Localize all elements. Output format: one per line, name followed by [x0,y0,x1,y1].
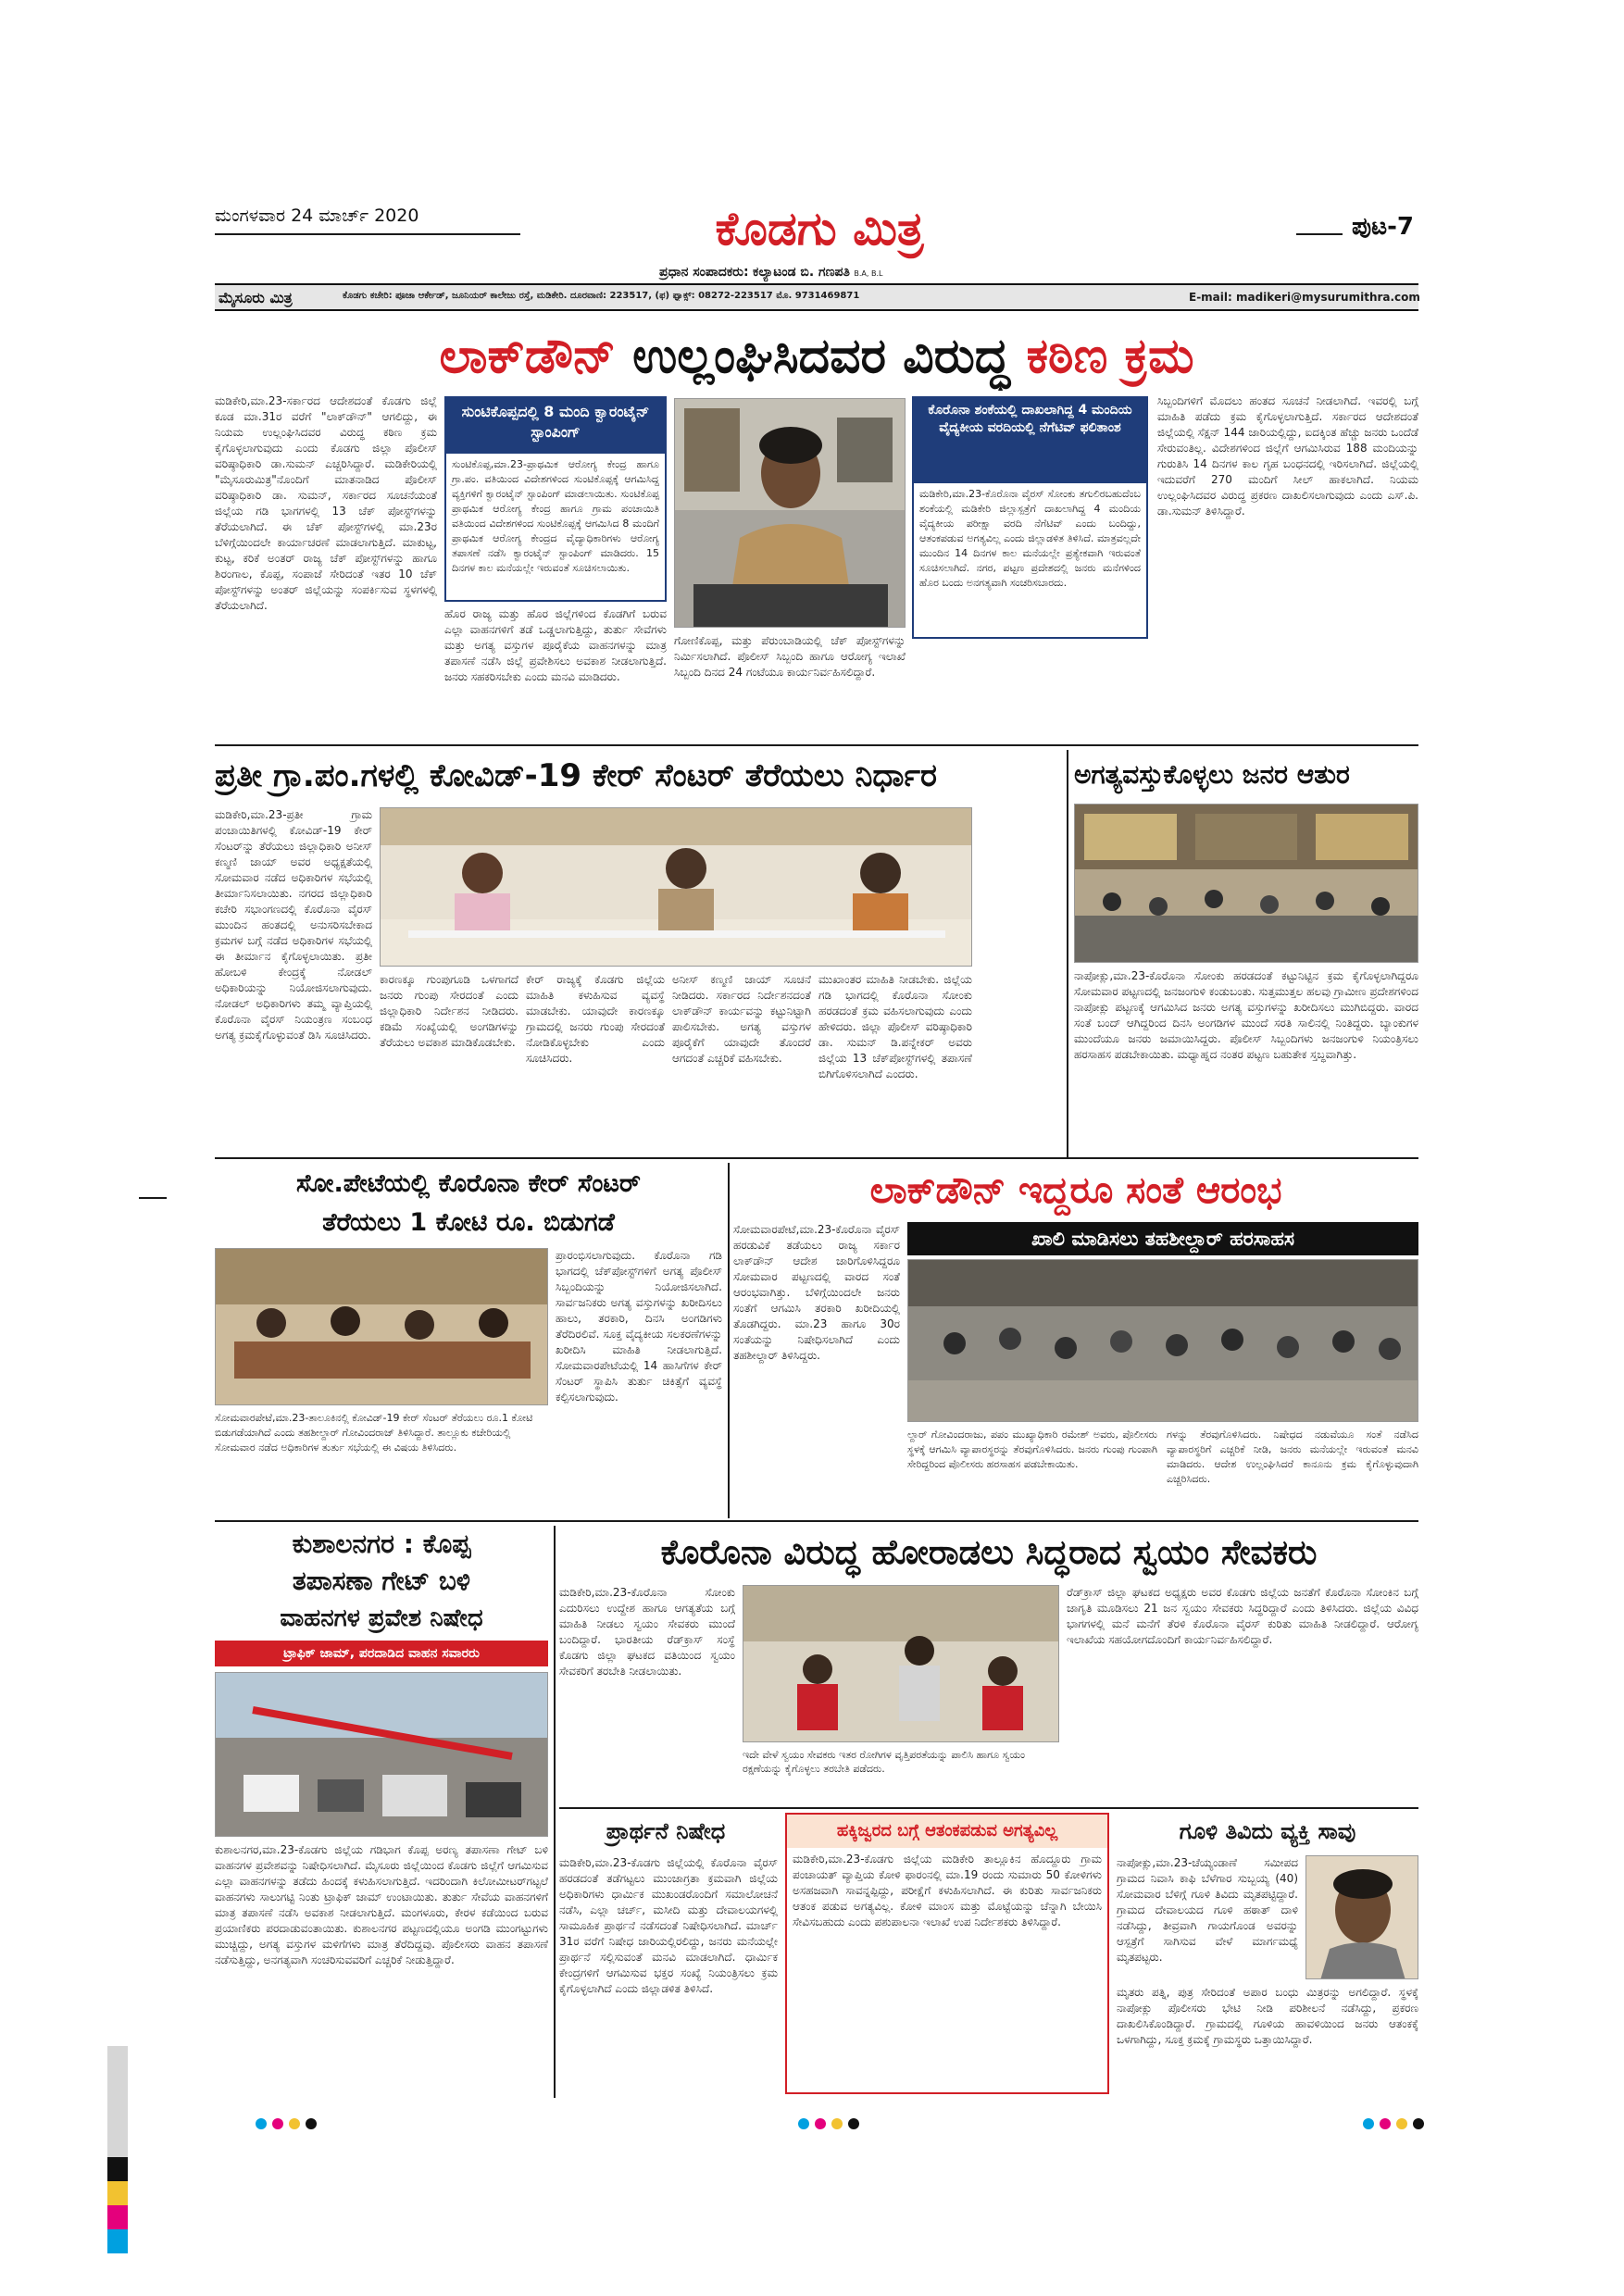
crore-headline-line-1: ಸೋ.ಪೇಟೆಯಲ್ಲಿ ಕೊರೊನಾ ಕೇರ್ ಸೆಂಟರ್ [296,1169,641,1198]
lead-headline [215,322,1418,391]
editor-label: ಪ್ರಧಾನ ಸಂಪಾದಕರು: [659,265,749,280]
negative-report-text: ಮಡಿಕೇರಿ,ಮಾ.23-ಕೊರೊನಾ ವೈರಸ್ ಸೋಂಕು ತಗುಲಿರಬಹುದೆಂಬ ಶಂಕೆಯಲ್ಲಿ ಮಡಿಕೇರಿ ಜಿಲ್ಲಾಸ್ಪತ್ರೆಗೆ ದಾಖಲಾಗಿದ್ದ 4 ಮಂದಿಯ ವೈದ್ಯಕೀಯ ಪರೀಕ್ಷಾ ವರದಿ ನೆಗೆಟಿವ್ ಎಂದು ಬಂದಿದ್ದು, ಆತಂಕಪಡುವ ಅಗತ್ಯವಿಲ್ಲ ಎಂದು ಜಿಲ್ಲಾಡಳಿತ ತಿಳಿಸಿದೆ. ಮಾತ್ರವಲ್ಲದೇ ಮುಂದಿನ 14 ದಿನಗಳ ಕಾಲ ಮನೆಯಲ್ಲೇ ಪ್ರತ್ಯೇಕವಾಗಿ ಇರುವಂತೆ ಸೂಚಿಸಲಾಗಿದೆ. ನಗರ, ಪಟ್ಟಣ ಪ್ರದೇಶದಲ್ಲಿ ಜನರು ಮನೆಗಳಿಂದ ಹೊರ ಬಂದು ಅನಗತ್ಯವಾಗಿ ಸಂಚರಿಸಬಾರದು. [919,488,1141,589]
taluk-meeting-illustration [216,1249,548,1405]
bull-attack-text-top: ನಾಪೋಕ್ಲು,ಮಾ.23-ಚೆಯ್ಯಂಡಾಣೆ ಸಮೀಪದ ಗ್ರಾಮದ ನಿವಾಸಿ ಕಾಫಿ ಬೆಳೆಗಾರ ಸುಬ್ಬಯ್ಯ (40) ಸೋಮವಾರ ಬೆಳಿಗ್ಗೆ ಗೂಳಿ ತಿವಿದು ಮೃತಪಟ್ಟಿದ್ದಾರೆ. ಗ್ರಾಮದ ದೇವಾಲಯದ ಗೂಳಿ ಹಠಾತ್ ದಾಳಿ ನಡೆಸಿದ್ದು, ತೀವ್ರವಾಗಿ ಗಾಯಗೊಂಡ ಅವರನ್ನು ಆಸ್ಪತ್ರೆಗೆ ಸಾಗಿಸುವ ವೇಳೆ ಮಾರ್ಗಮಧ್ಯೆ ಮೃತಪಟ್ಟರು. [1117,1856,1298,1964]
bird-flu-text: ಮಡಿಕೇರಿ,ಮಾ.23-ಕೊಡಗು ಜಿಲ್ಲೆಯ ಮಡಿಕೇರಿ ತಾಲ್ಲೂಕಿನ ಹೊದ್ದೂರು ಗ್ರಾಮ ಪಂಚಾಯತ್ ವ್ಯಾಪ್ತಿಯ ಕೋಳಿ ಫಾರಂನಲ್ಲಿ ಮಾ.19 ರಂದು ಸುಮಾರು 50 ಕೋಳಿಗಳು ಅಸಹಜವಾಗಿ ಸಾವನ್ನಪ್ಪಿದ್ದು, ಪರೀಕ್ಷೆಗೆ ಕಳುಹಿಸಲಾಗಿದೆ. ಈ ಕುರಿತು ಸಾರ್ವಜನಿಕರು ಆತಂಕ ಪಡುವ ಅಗತ್ಯವಿಲ್ಲ. ಕೋಳಿ ಮಾಂಸ ಮತ್ತು ಮೊಟ್ಟೆಯನ್ನು ಚೆನ್ನಾಗಿ ಬೇಯಿಸಿ ಸೇವಿಸಬಹುದು ಎಂದು ಪಶುಪಾಲನಾ ಇಲಾಖೆ ಉಪ ನಿರ್ದೇಶಕರು ತಿಳಿಸಿದ್ದಾರೆ. [793,1853,1102,1928]
care-center-col-1: ಮಡಿಕೇರಿ,ಮಾ.23-ಪ್ರತೀ ಗ್ರಾಮ ಪಂಚಾಯಿತಿಗಳಲ್ಲಿ ಕೋವಿಡ್-19 ಕೇರ್ ಸೆಂಟರ್‌ನ್ನು ತೆರೆಯಲು ಜಿಲ್ಲಾಧಿಕಾರಿ ಅನೀಸ್ ಕಣ್ಮಣಿ ಜಾಯ್ ಅವರ ಅಧ್ಯಕ್ಷತೆಯಲ್ಲಿ ಸೋಮವಾರ ನಡೆದ ಅಧಿಕಾರಿಗಳ ಸಭೆಯಲ್ಲಿ ತೀರ್ಮಾನಿಸಲಾಯಿತು. ನಗರದ ಜಿಲ್ಲಾಧಿಕಾರಿ ಕಚೇರಿ ಸಭಾಂಗಣದಲ್ಲಿ ಕೊರೊನಾ ವೈರಸ್ ಮುಂದಿನ ಹಂತದಲ್ಲಿ ಅನುಸರಿಸಬೇಕಾದ ಕ್ರಮಗಳ ಬಗ್ಗೆ ನಡೆದ ಅಧಿಕಾರಿಗಳ ಸಭೆಯಲ್ಲಿ ಈ ತೀರ್ಮಾನ ಕೈಗೊಳ್ಳಲಾಯಿತು. ಪ್ರತೀ ಹೋಬಳಿ ಕೇಂದ್ರಕ್ಕೆ ನೋಡಲ್ ಅಧಿಕಾರಿಯನ್ನು ನಿಯೋಜಿಸಲಾಗುವುದು. ನೋಡಲ್ ಅಧಿಕಾರಿಗಳು ತಮ್ಮ ವ್ಯಾಪ್ತಿಯಲ್ಲಿ ಕೊರೊನಾ ವೈರಸ್ ನಿಯಂತ್ರಣ ಸಂಬಂಧ ಅಗತ್ಯ ಕ್ರಮಕೈಗೊಳ್ಳುವಂತೆ ಡಿಸಿ ಸೂಚಿಸಿದರು. [215,808,372,1042]
santhe-caption-right: ಗಳನ್ನು ತೆರವುಗೊಳಿಸಿದರು. ನಿಷೇಧದ ನಡುವೆಯೂ ಸಂತೆ ನಡೆಸಿದ ವ್ಯಾಪಾರಸ್ಥರಿಗೆ ಎಚ್ಚರಿಕೆ ನೀಡಿ, ಜನರು ಮನೆಯಲ್ಲೇ ಇರುವಂತೆ ಮನವಿ ಮಾಡಿದರು. ಆದೇಶ ಉಲ್ಲಂಘಿಸಿದರೆ ಕಾನೂನು ಕ್ರಮ ಕೈಗೊಳ್ಳುವುದಾಗಿ ಎಚ್ಚರಿಸಿದರು. [1167,1429,1418,1485]
negative-report-title: ಕೊರೊನಾ ಶಂಕೆಯಲ್ಲಿ ದಾಖಲಾಗಿದ್ದ 4 ಮಂದಿಯ ವೈದ್ಯಕೀಯ ವರದಿಯಲ್ಲಿ ನೆಗೆಟಿವ್ ಫಲಿತಾಂಶ [914,398,1146,483]
crore-col-2: ಪ್ರಾರಂಭಿಸಲಾಗುವುದು. ಕೊರೊನಾ ಗಡಿ ಭಾಗದಲ್ಲಿ ಚೆಕ್‌ಪೋಸ್ಟ್‌ಗಳಿಗೆ ಅಗತ್ಯ ಪೊಲೀಸ್ ಸಿಬ್ಬಂದಿಯನ್ನು ನಿಯೋಜಿಸಲಾಗಿದೆ. ಸಾರ್ವಜನಿಕರು ಅಗತ್ಯ ವಸ್ತುಗಳನ್ನು ಖರೀದಿಸಲು ಹಾಲು, ತರಕಾರಿ, ದಿನಸಿ ಅಂಗಡಿಗಳು ತೆರೆದಿರಲಿವೆ. ಸೂಕ್ತ ವೈದ್ಯಕೀಯ ಸಲಕರಣೆಗಳನ್ನು ಖರೀದಿಸಿ ಮಾಹಿತಿ ನೀಡಲಾಗುತ್ತಿದೆ. ಸೋಮವಾರಪೇಟೆಯಲ್ಲಿ 14 ಹಾಸಿಗೆಗಳ ಕೇರ್ ಸೆಂಟರ್ ಸ್ಥಾಪಿಸಿ ತುರ್ತು ಚಿಕಿತ್ಸೆಗೆ ವ್ಯವಸ್ಥೆ ಕಲ್ಪಿಸಲಾಗುವುದು. [556,1249,722,1404]
sp-portrait-illustration [675,399,906,628]
care-center-col-2: ಕಾರಣಕ್ಕೂ ಗುಂಪುಗೂಡಿ ಒಳಗಾಗದೆ ಜನರು ಗುಂಪು ಸೇರದಂತೆ ಎಂದು ಜಿಲ್ಲಾಧಿಕಾರಿ ನಿರ್ದೇಶನ ನೀಡಿದರು. ಕಡಿಮೆ ಸಂಖ್ಯೆಯಲ್ಲಿ ಅಂಗಡಿಗಳನ್ನು ತೆರೆಯಲು ಅವಕಾಶ ಮಾಡಿಕೊಡಬೇಕು. [380,973,518,1049]
kushalnagar-headline-line-1: ಕುಶಾಲನಗರ : ಕೊಪ್ಪ [292,1529,471,1559]
editor-degree: B.A, B.L [854,269,883,278]
traffic-jam-illustration [216,1673,548,1837]
lead-headline-part-1: ಲಾಕ್‌ಡೌನ್ [439,329,616,384]
market-rush-text: ನಾಪೋಕ್ಲು,ಮಾ.23-ಕೊರೊನಾ ಸೋಂಕು ಹರಡದಂತೆ ಕಟ್ಟುನಿಟ್ಟಿನ ಕ್ರಮ ಕೈಗೊಳ್ಳಲಾಗಿದ್ದರೂ ಸೋಮವಾರ ಪಟ್ಟಣದಲ್ಲಿ ಜನಜಂಗುಳಿ ಕಂಡುಬಂತು. ಸುತ್ತಮುತ್ತಲ ಹಲವು ಗ್ರಾಮೀಣ ಪ್ರದೇಶಗಳಿಂದ ನಾಪೋಕ್ಲು ಪಟ್ಟಣಕ್ಕೆ ಆಗಮಿಸಿದ ಜನರು ಅಗತ್ಯ ವಸ್ತುಗಳನ್ನು ಖರೀದಿಸಲು ಮುಗಿಬಿದ್ದರು. ವಾರದ ಸಂತೆ ಬಂದ್ ಆಗಿದ್ದರಿಂದ ದಿನಸಿ ಅಂಗಡಿಗಳ ಮುಂದೆ ಸರತಿ ಸಾಲಿನಲ್ಲಿ ನಿಂತಿದ್ದರು. ಬ್ಯಾಂಕುಗಳ ಮುಂದೆಯೂ ಜನರು ಜಮಾಯಿಸಿದ್ದರು. ಪೊಲೀಸ್ ಸಿಬ್ಬಂದಿಗಳು ಜನಜಂಗುಳಿ ನಿಯಂತ್ರಿಸಲು ಹರಸಾಹಸ ಪಡಬೇಕಾಯಿತು. ಮಧ್ಯಾಹ್ನದ ನಂತರ ಪಟ್ಟಣ ಬಹುತೇಕ ಸ್ತಬ್ಧವಾಗಿತ್ತು. [1074,969,1418,1061]
santhe-caption-left: ಲ್ದಾರ್ ಗೋವಿಂದರಾಜು, ಪಪಂ ಮುಖ್ಯಾಧಿಕಾರಿ ರಮೇಶ್ ಅವರು, ಪೊಲೀಸರು ಸ್ಥಳಕ್ಕೆ ಆಗಮಿಸಿ ವ್ಯಾಪಾರಸ್ಥರನ್ನು ತೆರವುಗೊಳಿಸಿದರು. ಜನರು ಗುಂಪು ಗುಂಪಾಗಿ ಸೇರಿದ್ದರಿಂದ ಪೊಲೀಸರು ಹರಸಾಹಸ ಪಡಬೇಕಾಯಿತು. [907,1429,1157,1470]
reg-dot-cyan-3 [1363,2118,1374,2129]
care-center-col-5: ಮುಖಾಂತರ ಮಾಹಿತಿ ನೀಡಬೇಕು. ಜಿಲ್ಲೆಯ ಗಡಿ ಭಾಗದಲ್ಲಿ ಕೊರೊನಾ ಸೋಂಕು ಹರಡದಂತೆ ಕ್ರಮ ವಹಿಸಲಾಗುವುದು ಎಂದು ಹೇಳಿದರು. ಜಿಲ್ಲಾ ಪೊಲೀಸ್ ವರಿಷ್ಠಾಧಿಕಾರಿ ಡಾ. ಸುಮನ್ ಡಿ.ಪನ್ನೇಕರ್ ಅವರು ಜಿಲ್ಲೆಯ 13 ಚೆಕ್‌ಪೋಸ್ಟ್‌ಗಳಲ್ಲಿ ತಪಾಸಣೆ ಬಿಗಿಗೊಳಿಸಲಾಗಿದೆ ಎಂದರು. [818,973,972,1080]
bull-attack-headline: ಗೂಳಿ ತಿವಿದು ವ್ಯಕ್ತಿ ಸಾವು [1179,1818,1356,1844]
santhe-col-1: ಸೋಮವಾರಪೇಟೆ,ಮಾ.23-ಕೊರೊನಾ ವೈರಸ್ ಹರಡುವಿಕೆ ತಡೆಯಲು ರಾಜ್ಯ ಸರ್ಕಾರ ಲಾಕ್‌ಡೌನ್ ಆದೇಶ ಜಾರಿಗೊಳಿಸಿದ್ದರೂ ಸೋಮವಾರ ಪಟ್ಟಣದಲ್ಲಿ ವಾರದ ಸಂತೆ ಆರಂಭವಾಗಿತ್ತು. ಬೆಳಿಗ್ಗೆಯಿಂದಲೇ ಜನರು ಸಂತೆಗೆ ಆಗಮಿಸಿ ತರಕಾರಿ ಖರೀದಿಯಲ್ಲಿ ತೊಡಗಿದ್ದರು. ಮಾ.23 ಹಾಗೂ 30ರ ಸಂತೆಯನ್ನು ನಿಷೇಧಿಸಲಾಗಿದೆ ಎಂದು ತಹಶೀಲ್ದಾರ್ ತಿಳಿಸಿದ್ದರು. [733,1223,900,1362]
section-divider-2 [215,1157,1418,1159]
bull-attack-text-bottom: ಮೃತರು ಪತ್ನಿ, ಪುತ್ರ ಸೇರಿದಂತೆ ಅಪಾರ ಬಂಧು ಮಿತ್ರರನ್ನು ಅಗಲಿದ್ದಾರೆ. ಸ್ಥಳಕ್ಕೆ ನಾಪೋಕ್ಲು ಪೊಲೀಸರು ಭೇಟಿ ನೀಡಿ ಪರಿಶೀಲನೆ ನಡೆಸಿದ್ದು, ಪ್ರಕರಣ ದಾಖಲಿಸಿಕೊಂಡಿದ್ದಾರೆ. ಗ್ರಾಮದಲ್ಲಿ ಗೂಳಿಯ ಹಾವಳಿಯಿಂದ ಜನರು ಆತಂಕಕ್ಕೆ ಒಳಗಾಗಿದ್ದು, ಸೂಕ್ತ ಕ್ರಮಕ್ಕೆ ಗ್ರಾಮಸ್ಥರು ಒತ್ತಾಯಿಸಿದ್ದಾರೆ. [1117,1986,1418,2046]
volunteers-photo [743,1585,1059,1742]
volunteers-col-1: ಮಡಿಕೇರಿ,ಮಾ.23-ಕೊರೊನಾ ಸೋಂಕು ಎದುರಿಸಲು ಉದ್ದೇಶ ಹಾಗೂ ಆಗತ್ಯತೆಯ ಬಗ್ಗೆ ಮಾಹಿತಿ ನೀಡಲು ಸ್ವಯಂ ಸೇವಕರು ಮುಂದೆ ಬಂದಿದ್ದಾರೆ. ಭಾರತೀಯ ರೆಡ್‌ಕ್ರಾಸ್ ಸಂಸ್ಥೆ ಕೊಡಗು ಜಿಲ್ಲಾ ಘಟಕದ ವತಿಯಿಂದ ಸ್ವಯಂ ಸೇವಕರಿಗೆ ತರಬೇತಿ ನೀಡಲಾಯಿತು. [559,1586,735,1678]
issue-date: ಮಂಗಳವಾರ 24 ಮಾರ್ಚ್ 2020 [215,206,419,226]
color-bar-grey [107,2046,128,2157]
email-address: E-mail: madikeri@mysurumithra.com [1189,291,1420,304]
vertical-divider-1 [1067,750,1068,1157]
lead-headline-part-3: ಕಠಿಣ ಕ್ರಮ [1026,329,1194,384]
prayer-ban-headline: ಪ್ರಾರ್ಥನೆ ನಿಷೇಧ [606,1818,726,1844]
sp-portrait-photo [674,398,906,628]
masthead-right-rule [1296,233,1343,235]
color-bar-yellow [107,2181,128,2205]
deceased-portrait [1305,1855,1418,1979]
lead-story-col-2: ಹೊರ ರಾಜ್ಯ ಮತ್ತು ಹೊರ ಜಿಲ್ಲೆಗಳಿಂದ ಕೊಡಗಿಗೆ ಬರುವ ಎಲ್ಲಾ ವಾಹನಗಳಿಗೆ ತಡೆ ಒಡ್ಡಲಾಗುತ್ತಿದ್ದು, ತುರ್ತು ಸೇವೆಗಳು ಮತ್ತು ಅಗತ್ಯ ವಸ್ತುಗಳ ಪೂರೈಕೆಯ ವಾಹನಗಳನ್ನು ಮಾತ್ರ ತಪಾಸಣೆ ನಡೆಸಿ ಜಿಲ್ಲೆ ಪ್ರವೇಶಿಸಲು ಅವಕಾಶ ನೀಡಲಾಗುತ್ತಿದೆ. ಜನರು ಸಹಕರಿಸಬೇಕು ಎಂದು ಮನವಿ ಮಾಡಿದರು. [444,607,667,683]
santhe-subheadline: ಖಾಲಿ ಮಾಡಿಸಲು ತಹಶೀಲ್ದಾರ್ ಹರಸಾಹಸ [907,1222,1418,1255]
kushalnagar-text: ಕುಶಾಲನಗರ,ಮಾ.23-ಕೊಡಗು ಜಿಲ್ಲೆಯ ಗಡಿಭಾಗ ಕೊಪ್ಪ ಅರಣ್ಯ ತಪಾಸಣಾ ಗೇಟ್ ಬಳಿ ವಾಹನಗಳ ಪ್ರವೇಶವನ್ನು ನಿಷೇಧಿಸಲಾಗಿದೆ. ಮೈಸೂರು ಜಿಲ್ಲೆಯಿಂದ ಕೊಡಗು ಜಿಲ್ಲೆಗೆ ಆಗಮಿಸುವ ಎಲ್ಲಾ ವಾಹನಗಳನ್ನು ತಡೆದು ಹಿಂದಕ್ಕೆ ಕಳುಹಿಸಲಾಗುತ್ತಿದೆ. ಇದರಿಂದಾಗಿ ಕಿಲೋಮೀಟರ್‌ಗಟ್ಟಲೆ ವಾಹನಗಳು ಸಾಲುಗಟ್ಟಿ ನಿಂತು ಟ್ರಾಫಿಕ್ ಜಾಮ್ ಉಂಟಾಯಿತು. ತುರ್ತು ಸೇವೆಯ ವಾಹನಗಳಿಗೆ ಮಾತ್ರ ತಪಾಸಣೆ ನಡೆಸಿ ಅವಕಾಶ ನೀಡಲಾಗುತ್ತಿದೆ. ಮಂಗಳೂರು, ಕೇರಳ ಕಡೆಯಿಂದ ಬರುವ ಪ್ರಯಾಣಿಕರು ಪರದಾಡುವಂತಾಯಿತು. ಕುಶಾಲನಗರ ಪಟ್ಟಣದಲ್ಲಿಯೂ ಅಂಗಡಿ ಮುಂಗಟ್ಟುಗಳು ಮುಚ್ಚಿದ್ದು, ಅಗತ್ಯ ವಸ್ತುಗಳ ಮಳಿಗೆಗಳು ಮಾತ್ರ ತೆರೆದಿದ್ದವು. ಪೊಲೀಸರು ವಾಹನ ತಪಾಸಣೆ ನಡೆಸುತ್ತಿದ್ದು, ಅನಗತ್ಯವಾಗಿ ಸಂಚರಿಸುವವರಿಗೆ ಎಚ್ಚರಿಕೆ ನೀಡುತ್ತಿದ್ದಾರೆ. [215,1843,548,1966]
editor-name: ಕಲ್ಯಾಟಂಡ ಬಿ. ಗಣಪತಿ [753,265,850,280]
paper-name-logo: ಕೊಡಗು ಮಿತ್ರ [715,202,924,256]
editor-line [659,265,1141,285]
santhe-crowd-photo [907,1259,1418,1422]
traffic-jam-photo [215,1672,548,1837]
prayer-ban-text: ಮಡಿಕೇರಿ,ಮಾ.23-ಕೊಡಗು ಜಿಲ್ಲೆಯಲ್ಲಿ ಕೊರೊನಾ ವೈರಸ್ ಹರಡದಂತೆ ತಡೆಗಟ್ಟಲು ಮುಂಜಾಗ್ರತಾ ಕ್ರಮವಾಗಿ ಜಿಲ್ಲೆಯ ಅಧಿಕಾರಿಗಳು ಧಾರ್ಮಿಕ ಮುಖಂಡರೊಂದಿಗೆ ಸಮಾಲೋಚನೆ ನಡೆಸಿ, ಎಲ್ಲಾ ಚರ್ಚ್, ಮಸೀದಿ ಮತ್ತು ದೇವಾಲಯಗಳಲ್ಲಿ ಸಾಮೂಹಿಕ ಪ್ರಾರ್ಥನೆ ನಡೆಸದಂತೆ ನಿಷೇಧಿಸಲಾಗಿದೆ. ಮಾರ್ಚ್ 31ರ ವರೆಗೆ ನಿಷೇಧ ಜಾರಿಯಲ್ಲಿರಲಿದ್ದು, ಜನರು ಮನೆಯಲ್ಲೇ ಪ್ರಾರ್ಥನೆ ಸಲ್ಲಿಸುವಂತೆ ಮನವಿ ಮಾಡಲಾಗಿದೆ. ಧಾರ್ಮಿಕ ಕೇಂದ್ರಗಳಿಗೆ ಆಗಮಿಸುವ ಭಕ್ತರ ಸಂಖ್ಯೆ ನಿಯಂತ್ರಿಸಲು ಕ್ರಮ ಕೈಗೊಳ್ಳಲಾಗಿದೆ ಎಂದು ಜಿಲ್ಲಾಡಳಿತ ತಿಳಿಸಿದೆ. [559,1856,778,1995]
brand-label: ಮೈಸೂರು ಮಿತ್ರ [219,289,293,306]
reg-dot-yellow-1 [289,2118,300,2129]
volunteers-headline: ಕೊರೊನಾ ವಿರುದ್ಧ ಹೋರಾಡಲು ಸಿದ್ಧರಾದ ಸ್ವಯಂ ಸೇವಕರು [660,1532,1318,1572]
quarantine-stamping-text: ಸುಂಟಿಕೊಪ್ಪ,ಮಾ.23-ಪ್ರಾಥಮಿಕ ಆರೋಗ್ಯ ಕೇಂದ್ರ ಹಾಗೂ ಗ್ರಾ.ಪಂ. ವತಿಯಿಂದ ವಿದೇಶಗಳಿಂದ ಸುಂಟಿಕೊಪ್ಪಕ್ಕೆ ಆಗಮಿಸಿದ್ದ ವ್ಯಕ್ತಿಗಳಿಗೆ ಕ್ವಾರಂಟೈನ್ ಸ್ಟಾಂಪಿಂಗ್ ಮಾಡಲಾಯಿತು. ಸುಂಟಿಕೊಪ್ಪ ಪ್ರಾಥಮಿಕ ಆರೋಗ್ಯ ಕೇಂದ್ರ ಹಾಗೂ ಗ್ರಾಮ ಪಂಚಾಯಿತಿ ವತಿಯಿಂದ ವಿದೇಶಗಳಿಂದ ಸುಂಟಿಕೊಪ್ಪಕ್ಕೆ ಆಗಮಿಸಿದ 8 ಮಂದಿಗೆ ಪ್ರಾಥಮಿಕ ಆರೋಗ್ಯ ಕೇಂದ್ರದ ವೈದ್ಯಾಧಿಕಾರಿಗಳು ಆರೋಗ್ಯ ತಪಾಸಣೆ ನಡೆಸಿ ಕ್ವಾರಂಟೈನ್ ಸ್ಟಾಂಪಿಂಗ್ ಮಾಡಿದರು. 15 ದಿನಗಳ ಕಾಲ ಮನೆಯಲ್ಲೇ ಇರುವಂತೆ ಸೂಚಿಸಲಾಯಿತು. [452,458,659,574]
bird-flu-headline: ಹಕ್ಕಿಜ್ವರದ ಬಗ್ಗೆ ಆತಂಕಪಡುವ ಅಗತ್ಯವಿಲ್ಲ [787,1815,1107,1848]
color-bar-black [107,2157,128,2181]
color-bar-magenta [107,2205,128,2229]
kushalnagar-headline-line-3: ವಾಹನಗಳ ಪ್ರವೇಶ ನಿಷೇಧ [280,1604,483,1632]
market-crowd-photo [1074,804,1418,963]
vertical-divider-2 [728,1163,730,1518]
color-bar-cyan [107,2229,128,2253]
reg-dot-black-2 [848,2118,859,2129]
lead-headline-part-2: ಉಲ್ಲಂಘಿಸಿದವರ ವಿರುದ್ಧ [632,329,1010,384]
quarantine-stamping-box [444,396,667,602]
kushalnagar-headline-line-2: ತಪಾಸಣಾ ಗೇಟ್ ಬಳಿ [292,1566,471,1596]
deceased-portrait-illustration [1306,1856,1418,1979]
reg-dot-yellow-2 [831,2118,843,2129]
santhe-crowd-illustration [908,1260,1418,1422]
care-center-col-4: ಅನೀಸ್ ಕಣ್ಮಣಿ ಜಾಯ್ ಸೂಚನೆ ನೀಡಿದರು. ಸರ್ಕಾರದ ನಿರ್ದೇಶನದಂತೆ ಲಾಕ್‌ಡೌನ್ ಕಾರ್ಯವನ್ನು ಕಟ್ಟುನಿಟ್ಟಾಗಿ ಪಾಲಿಸಬೇಕು. ಅಗತ್ಯ ವಸ್ತುಗಳ ಪೂರೈಕೆಗೆ ಯಾವುದೇ ತೊಂದರೆ ಆಗದಂತೆ ಎಚ್ಚರಿಕೆ ವಹಿಸಬೇಕು. [672,973,811,1065]
volunteers-illustration [743,1586,1059,1742]
crore-caption: ಸೋಮವಾರಪೇಟೆ,ಮಾ.23-ತಾಲೂಕಿನಲ್ಲಿ ಕೋವಿಡ್-19 ಕೇರ್ ಸೆಂಟರ್ ತೆರೆಯಲು ರೂ.1 ಕೋಟಿ ಬಿಡುಗಡೆಯಾಗಿದೆ ಎಂದು ತಹಶೀಲ್ದಾರ್ ಗೋವಿಂದರಾಜ್ ತಿಳಿಸಿದ್ದಾರೆ. ತಾಲ್ಲೂಕು ಕಚೇರಿಯಲ್ಲಿ ಸೋಮವಾರ ನಡೆದ ಅಧಿಕಾರಿಗಳ ತುರ್ತು ಸಭೆಯಲ್ಲಿ ಈ ವಿಷಯ ತಿಳಿಸಿದರು. [215,1412,533,1454]
office-address: ಕೊಡಗು ಕಚೇರಿ: ಪೂಜಾ ಆರ್ಕೇಡ್, ಜೂನಿಯರ್ ಕಾಲೇಜು ರಸ್ತೆ, ಮಡಿಕೇರಿ. ದೂರವಾಣಿ: 223517, (ಫ) ಫ್ಯಾಕ್ಸ್: 08272-223517 ಮೊ. 9731469871 [343,291,860,301]
reg-dot-black-3 [1413,2118,1424,2129]
meeting-photo [380,807,972,967]
negative-report-box [912,396,1148,639]
section-divider-3 [215,1520,1418,1522]
volunteers-col-right: ರೆಡ್‌ಕ್ರಾಸ್ ಜಿಲ್ಲಾ ಘಟಕದ ಅಧ್ಯಕ್ಷರು ಅವರ ಕೊಡಗು ಜಿಲ್ಲೆಯ ಜನತೆಗೆ ಕೊರೊನಾ ಸೋಂಕಿನ ಬಗ್ಗೆ ಜಾಗೃತಿ ಮೂಡಿಸಲು 21 ಜನ ಸ್ವಯಂ ಸೇವಕರು ಸಿದ್ಧರಿದ್ದಾರೆ ಎಂದು ತಿಳಿಸಿದರು. ಜಿಲ್ಲೆಯ ವಿವಿಧ ಭಾಗಗಳಲ್ಲಿ ಮನೆ ಮನೆಗೆ ತೆರಳಿ ಕೊರೊನಾ ವೈರಸ್ ಕುರಿತು ಮಾಹಿತಿ ನೀಡಲಿದ್ದಾರೆ. ಆರೋಗ್ಯ ಇಲಾಖೆಯ ಸಹಯೋಗದೊಂದಿಗೆ ಕಾರ್ಯನಿರ್ವಹಿಸಲಿದ್ದಾರೆ. [1067,1586,1418,1646]
reg-dot-magenta-3 [1380,2118,1391,2129]
lead-story-col-mid: ಗೋಣಿಕೊಪ್ಪ, ಮತ್ತು ಪೆರುಂಬಾಡಿಯಲ್ಲಿ ಚೆಕ್ ಪೋಸ್ಟ್‌ಗಳನ್ನು ನಿರ್ಮಿಸಲಾಗಿದೆ. ಪೊಲೀಸ್ ಸಿಬ್ಬಂದಿ ಹಾಗೂ ಆರೋಗ್ಯ ಇಲಾಖೆ ಸಿಬ್ಬಂದಿ ದಿನದ 24 ಗಂಟೆಯೂ ಕಾರ್ಯನಿರ್ವಹಿಸಲಿದ್ದಾರೆ. [674,634,906,679]
crop-mark-left [139,1197,167,1199]
care-center-col-3: ಕೇರ್ ರಾಜ್ಯಕ್ಕೆ ಕೊಡಗು ಜಿಲ್ಲೆಯ ಮಾಹಿತಿ ಕಳುಹಿಸುವ ವ್ಯವಸ್ಥೆ ಮಾಡಬೇಕು. ಯಾವುದೇ ಕಾರಣಕ್ಕೂ ಗ್ರಾಮದಲ್ಲಿ ಜನರು ಗುಂಪು ಸೇರದಂತೆ ನೋಡಿಕೊಳ್ಳಬೇಕು ಎಂದು ಸೂಚಿಸಿದರು. [526,973,665,1065]
crore-headline-line-2: ತೆರೆಯಲು 1 ಕೋಟಿ ರೂ. ಬಿಡುಗಡೆ [322,1208,615,1237]
reg-dot-cyan-2 [798,2118,809,2129]
section-divider-4 [559,1807,1418,1809]
care-center-headline: ಪ್ರತೀ ಗ್ರಾ.ಪಂ.ಗಳಲ್ಲಿ ಕೋವಿಡ್-19 ಕೇರ್ ಸೆಂಟರ್ ತೆರೆಯಲು ನಿರ್ಧಾರ [215,757,937,794]
meeting-illustration [381,808,972,967]
santhe-headline: ಲಾಕ್‌ಡೌನ್ ಇದ್ದರೂ ಸಂತೆ ಆರಂಭ [869,1169,1282,1212]
taluk-meeting-photo [215,1248,548,1405]
info-bar [215,283,1418,311]
bird-flu-box [785,1813,1109,2094]
reg-dot-magenta-1 [272,2118,283,2129]
lead-story-col-right: ಸಿಬ್ಬಂದಿಗಳಿಗೆ ಮೊದಲು ಹಂತದ ಸೂಚನೆ ನೀಡಲಾಗಿದೆ. ಇವರಲ್ಲಿ ಬಗ್ಗೆ ಮಾಹಿತಿ ಪಡೆದು ಕ್ರಮ ಕೈಗೊಳ್ಳಲಾಗುತ್ತಿದೆ. ಸರ್ಕಾರದ ಆದೇಶದಂತೆ ಜಿಲ್ಲೆಯಲ್ಲಿ ಸೆಕ್ಷನ್ 144 ಜಾರಿಯಲ್ಲಿದ್ದು, ಐದಕ್ಕಿಂತ ಹೆಚ್ಚು ಜನರು ಒಂದೆಡೆ ಸೇರುವಂತಿಲ್ಲ. ವಿದೇಶಗಳಿಂದ ಜಿಲ್ಲೆಗೆ ಆಗಮಿಸಿರುವ 188 ಮಂದಿಯನ್ನು ಗುರುತಿಸಿ 14 ದಿನಗಳ ಕಾಲ ಗೃಹ ಬಂಧನದಲ್ಲಿ ಇರಿಸಲಾಗಿದೆ. ಜಿಲ್ಲೆಯಲ್ಲಿ ಇದುವರೆಗೆ 270 ಮಂದಿಗೆ ಸೀಲ್ ಹಾಕಲಾಗಿದೆ. ನಿಯಮ ಉಲ್ಲಂಘಿಸಿದವರ ವಿರುದ್ಧ ಪ್ರಕರಣ ದಾಖಲಿಸಲಾಗುವುದು ಎಂದು ಎಸ್.ಪಿ. ಡಾ.ಸುಮನ್ ತಿಳಿಸಿದ್ದಾರೆ. [1157,394,1418,518]
reg-dot-magenta-2 [815,2118,826,2129]
kushalnagar-tag: ಟ್ರಾಫಿಕ್ ಜಾಮ್, ಪರದಾಡಿದ ವಾಹನ ಸವಾರರು [215,1641,548,1666]
lead-story-col-1: ಮಡಿಕೇರಿ,ಮಾ.23-ಸರ್ಕಾರದ ಆದೇಶದಂತೆ ಕೊಡಗು ಜಿಲ್ಲೆ ಕೂಡ ಮಾ.31ರ ವರೆಗೆ "ಲಾಕ್‌ಡೌನ್" ಆಗಲಿದ್ದು, ಈ ನಿಯಮ ಉಲ್ಲಂಘಿಸಿದವರ ವಿರುದ್ಧ ಕಠಿಣ ಕ್ರಮ ಕೈಗೊಳ್ಳಲಾಗುವುದು ಎಂದು ಕೊಡಗು ಜಿಲ್ಲಾ ಪೊಲೀಸ್ ವರಿಷ್ಠಾಧಿಕಾರಿ ಡಾ.ಸುಮನ್ ಎಚ್ಚರಿಸಿದ್ದಾರೆ. ಮಡಿಕೇರಿಯಲ್ಲಿ "ಮೈಸೂರುಮಿತ್ರ"ನೊಂದಿಗೆ ಮಾತನಾಡಿದ ಪೊಲೀಸ್ ವರಿಷ್ಠಾಧಿಕಾರಿ ಡಾ. ಸುಮನ್, ಸರ್ಕಾರದ ಸೂಚನೆಯಂತೆ ಜಿಲ್ಲೆಯ ಗಡಿ ಭಾಗಗಳಲ್ಲಿ 13 ಚೆಕ್ ಪೋಸ್ಟ್‌ಗಳನ್ನು ತೆರೆಯಲಾಗಿದೆ. ಈ ಚೆಕ್ ಪೋಸ್ಟ್‌ಗಳಲ್ಲಿ ಮಾ.23ರ ಬೆಳಿಗ್ಗೆಯಿಂದಲೇ ಕಾರ್ಯಾಚರಣೆ ಮಾಡಲಾಗುತ್ತಿದೆ. ಮಾಕುಟ್ಟ, ಕುಟ್ಟ, ಕರಿಕೆ ಅಂತರ್ ರಾಜ್ಯ ಚೆಕ್ ಪೋಸ್ಟ್‌ಗಳನ್ನು ಹಾಗೂ ಶಿರಂಗಾಲ, ಕೊಪ್ಪ, ಸಂಪಾಜೆ ಸೇರಿದಂತೆ ಇತರ 10 ಚೆಕ್ ಪೋಸ್ಟ್‌ಗಳನ್ನು ಅಂತರ್ ಜಿಲ್ಲೆಯನ್ನು ಸಂಪರ್ಕಿಸುವ ಸ್ಥಳಗಳಲ್ಲಿ ತೆರೆಯಲಾಗಿದೆ. [215,394,437,612]
volunteers-caption: ಇದೇ ವೇಳೆ ಸ್ವಯಂ ಸೇವಕರು ಇತರ ರೋಗಿಗಳ ವೃತ್ತಿಪರತೆಯನ್ನು ಪಾಲಿಸಿ ಹಾಗೂ ಸ್ವಯಂ ರಕ್ಷಣೆಯನ್ನು ಕೈಗೊಳ್ಳಲು ತರಬೇತಿ ಪಡೆದರು. [743,1749,1026,1775]
section-divider-1 [215,744,1418,746]
masthead-left-rule [215,233,520,235]
reg-dot-black-1 [306,2118,317,2129]
reg-dot-yellow-3 [1396,2118,1407,2129]
market-crowd-illustration [1075,805,1418,963]
quarantine-stamping-title: ಸುಂಟಿಕೊಪ್ಪದಲ್ಲಿ 8 ಮಂದಿ ಕ್ವಾರಂಟೈನ್ ಸ್ಟಾಂಪಿಂಗ್ [446,398,665,454]
page-number: ಪುಟ-7 [1352,213,1415,241]
vertical-divider-3 [554,1526,556,2098]
reg-dot-cyan-1 [256,2118,267,2129]
market-rush-headline: ಅಗತ್ಯವಸ್ತುಕೊಳ್ಳಲು ಜನರ ಆತುರ [1074,759,1350,790]
